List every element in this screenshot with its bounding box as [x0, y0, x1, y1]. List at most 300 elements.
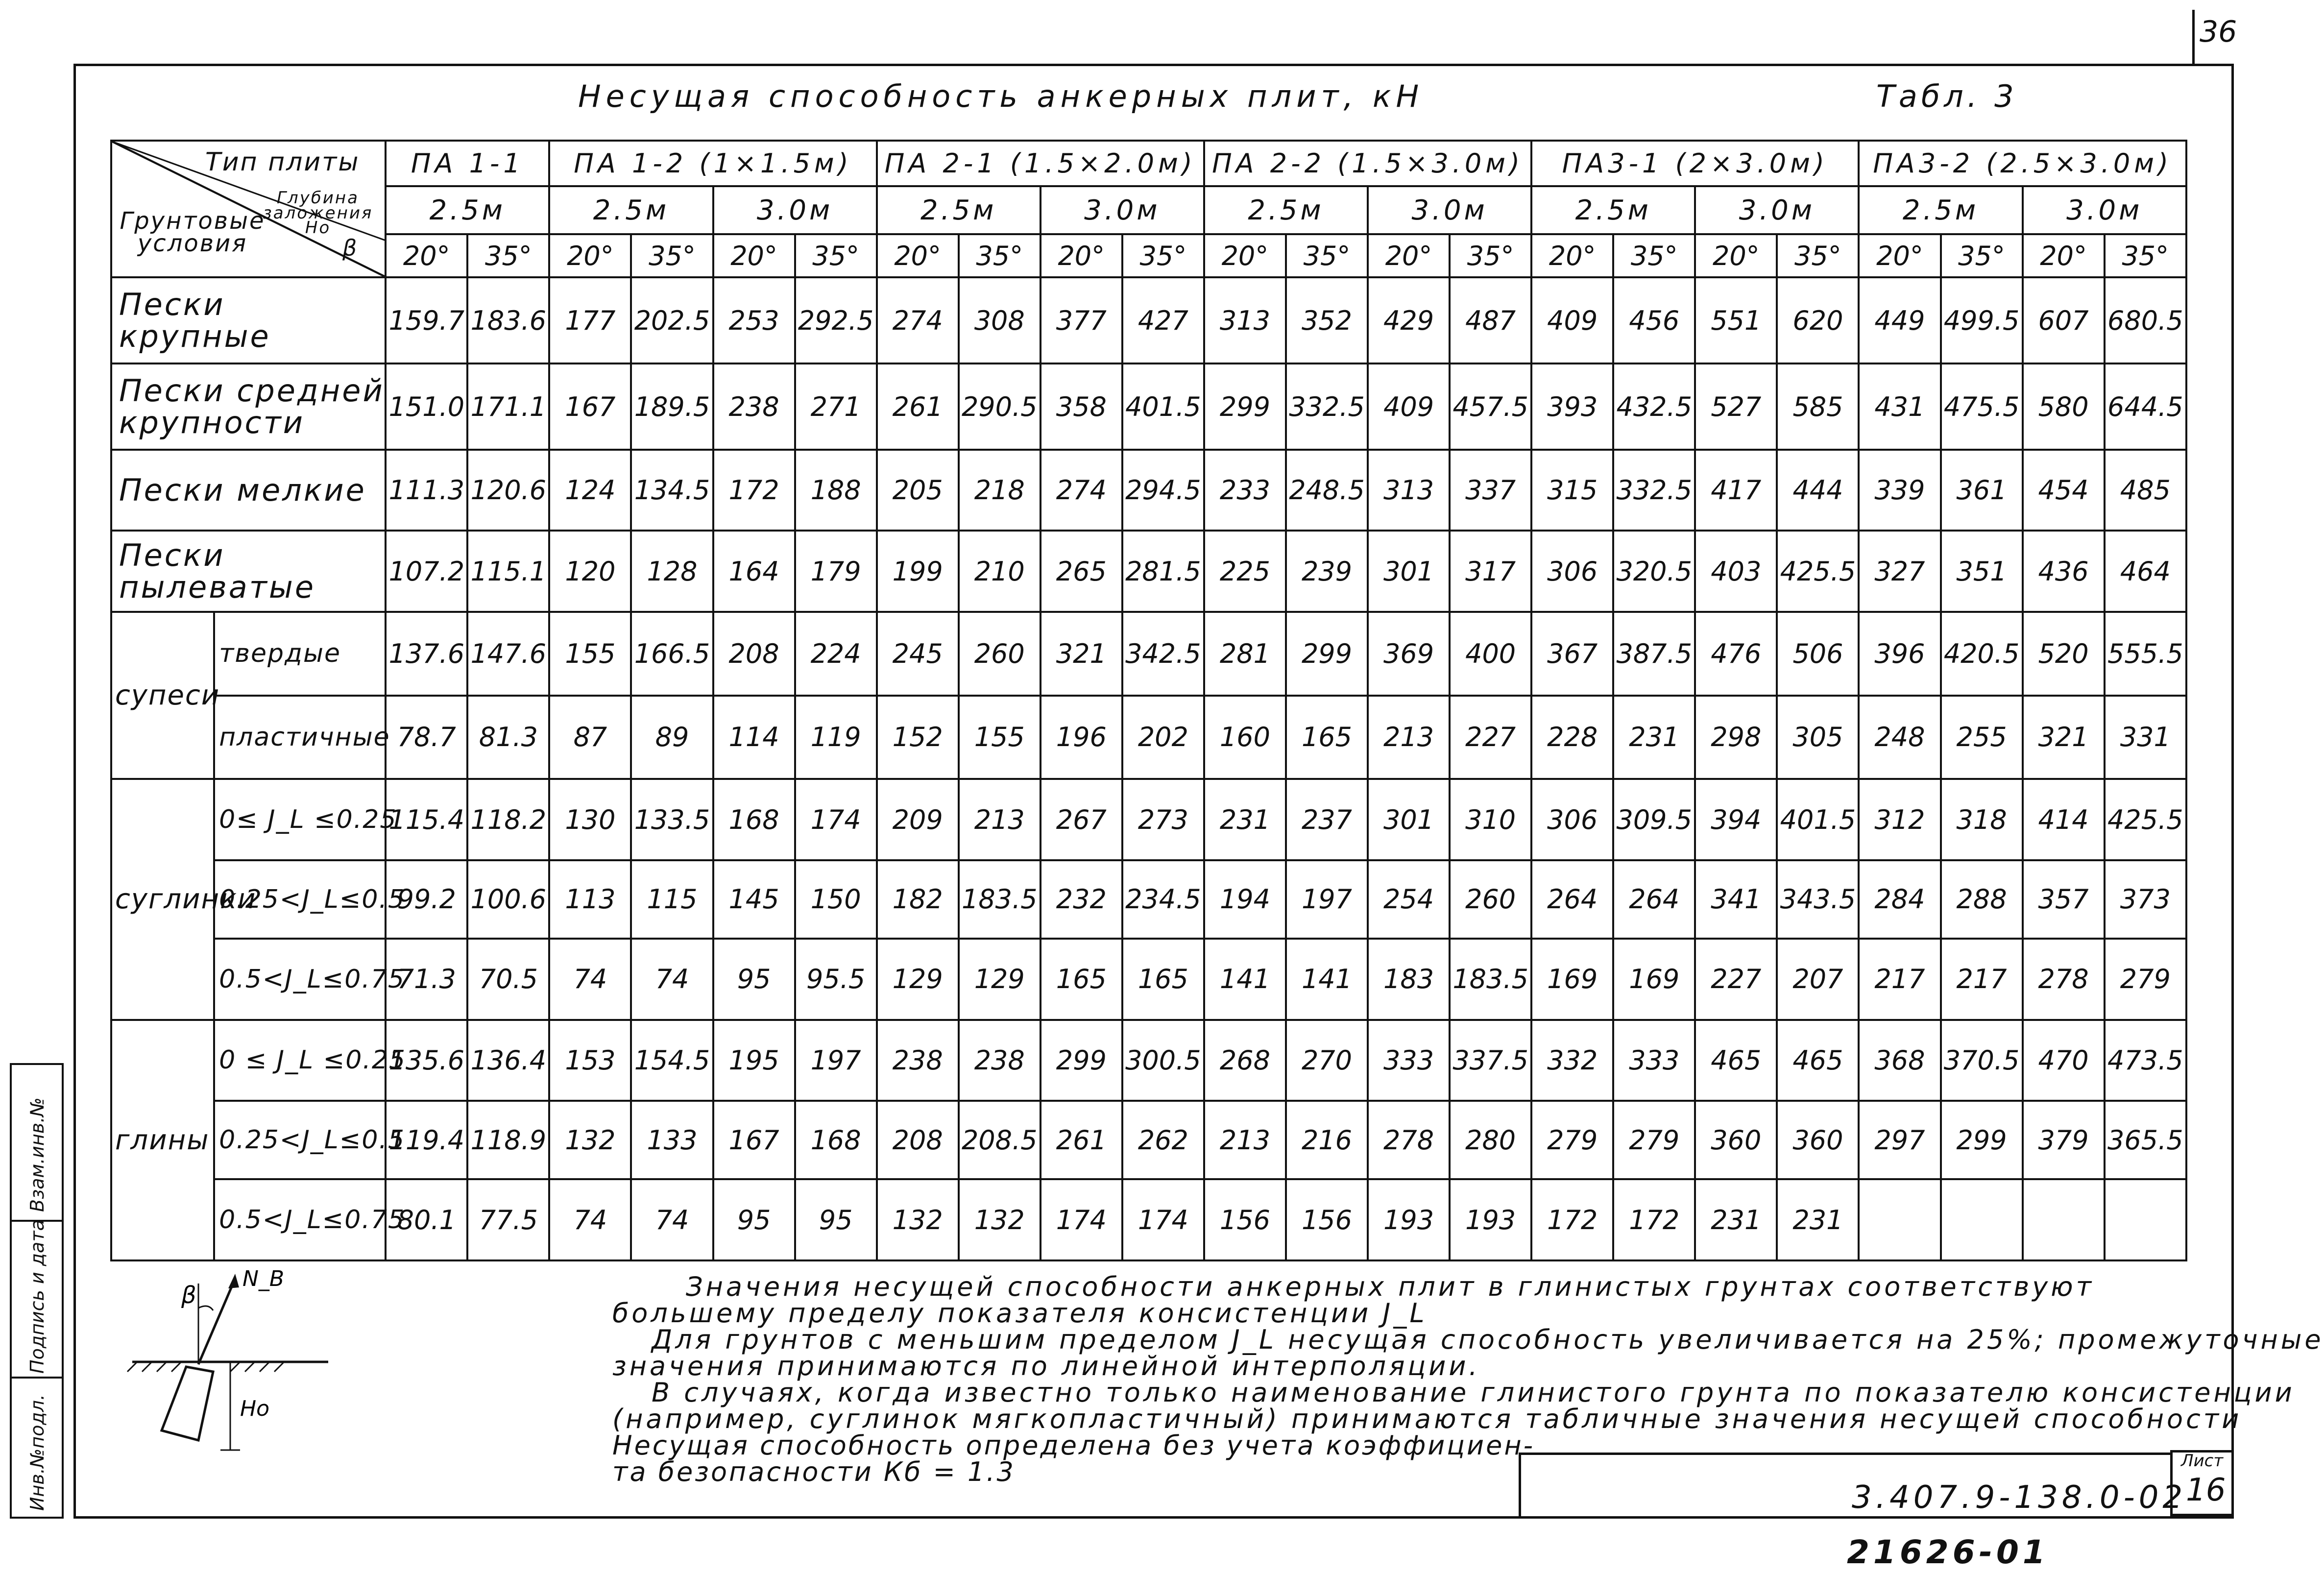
- capacity-value: 231: [1695, 1179, 1777, 1260]
- capacity-value: 183.6: [467, 277, 549, 363]
- angle-header: 35°: [795, 234, 877, 277]
- angle-header: 20°: [1041, 234, 1122, 277]
- angle-header: 35°: [1286, 234, 1368, 277]
- capacity-value: 456: [1613, 277, 1695, 363]
- capacity-value: 368: [1859, 1020, 1940, 1101]
- capacity-value: 271: [795, 363, 877, 450]
- header-depth-label: Глубина заложения Но: [263, 188, 373, 238]
- capacity-value: 151.0: [386, 363, 467, 450]
- capacity-value: 279: [2105, 939, 2186, 1020]
- capacity-value: 449: [1859, 277, 1940, 363]
- capacity-value: 210: [959, 531, 1041, 612]
- angle-header: 35°: [1613, 234, 1695, 277]
- capacity-value: 332.5: [1613, 450, 1695, 531]
- table-row: [111, 939, 2186, 1020]
- capacity-value: 331: [2105, 696, 2186, 779]
- capacity-value: 174: [795, 779, 877, 860]
- capacity-value: 133.5: [631, 779, 713, 860]
- capacity-value: 100.6: [467, 860, 549, 939]
- force-label: N_B: [242, 1266, 285, 1291]
- capacity-value: 156: [1204, 1179, 1286, 1260]
- capacity-value: 262: [1122, 1101, 1204, 1179]
- capacity-value: 172: [1613, 1179, 1695, 1260]
- capacity-value: 337: [1450, 450, 1531, 531]
- sheet-label: Лист: [2181, 1451, 2224, 1471]
- capacity-value: 278: [2023, 939, 2105, 1020]
- capacity-value: 195: [713, 1020, 795, 1101]
- angle-header: 35°: [1122, 234, 1204, 277]
- capacity-value: 164: [713, 531, 795, 612]
- table-label: Табл. 3: [1876, 78, 2018, 114]
- capacity-value: 225: [1204, 531, 1286, 612]
- capacity-value: 202: [1122, 696, 1204, 779]
- capacity-value: 189.5: [631, 363, 713, 450]
- capacity-value: 409: [1368, 363, 1450, 450]
- capacity-value: 429: [1368, 277, 1450, 363]
- capacity-value: 150: [795, 860, 877, 939]
- capacity-value: 87: [549, 696, 631, 779]
- note-line: та безопасности Кб = 1.3: [612, 1456, 1016, 1487]
- depth-header: 2.5м: [1531, 186, 1695, 234]
- plate-type-header: ПА 2-1 (1.5×2.0м): [877, 141, 1204, 186]
- capacity-value: 301: [1368, 779, 1450, 860]
- capacity-value: 260: [959, 612, 1041, 696]
- plate-type-header: ПА 2-2 (1.5×3.0м): [1204, 141, 1531, 186]
- sheet-number: 16: [2186, 1472, 2226, 1508]
- capacity-value: 196: [1041, 696, 1122, 779]
- depth-header: 2.5м: [877, 186, 1041, 234]
- capacity-value: 288: [1941, 860, 2023, 939]
- capacity-value: 321: [2023, 696, 2105, 779]
- capacity-value: 141: [1204, 939, 1286, 1020]
- capacity-value: 310: [1450, 779, 1531, 860]
- capacity-value: 238: [713, 363, 795, 450]
- header-corner-cell: [111, 141, 386, 277]
- capacity-value: 261: [877, 363, 959, 450]
- capacity-value: 485: [2105, 450, 2186, 531]
- capacity-value: 506: [1777, 612, 1859, 696]
- capacity-value: 432.5: [1613, 363, 1695, 450]
- soil-label: Пески мелкие: [111, 450, 386, 531]
- capacity-value: 370.5: [1941, 1020, 2023, 1101]
- capacity-value: 166.5: [631, 612, 713, 696]
- capacity-value: 205: [877, 450, 959, 531]
- capacity-value: 197: [1286, 860, 1368, 939]
- capacity-value: 403: [1695, 531, 1777, 612]
- depth-header: 2.5м: [1204, 186, 1368, 234]
- capacity-value: 89: [631, 696, 713, 779]
- capacity-value: 74: [631, 939, 713, 1020]
- capacity-value: 74: [631, 1179, 713, 1260]
- capacity-value: 208.5: [959, 1101, 1041, 1179]
- capacity-value: 341: [1695, 860, 1777, 939]
- capacity-value: 476: [1695, 612, 1777, 696]
- capacity-value: 217: [1941, 939, 2023, 1020]
- table-row: [111, 1179, 2186, 1260]
- capacity-value: 228: [1531, 696, 1613, 779]
- note-line: В случаях, когда известно только наименование глинистого грунта по показателю консистенции: [652, 1377, 2295, 1408]
- capacity-value: 357: [2023, 860, 2105, 939]
- capacity-value: 465: [1777, 1020, 1859, 1101]
- capacity-value: 427: [1122, 277, 1204, 363]
- soil-subtype-label: 0≤ J_L ≤0.25: [214, 779, 386, 860]
- angle-header: 20°: [1859, 234, 1940, 277]
- capacity-value: 473.5: [2105, 1020, 2186, 1101]
- table-row: [111, 779, 2186, 860]
- capacity-value: 527: [1695, 363, 1777, 450]
- capacity-value: 174: [1041, 1179, 1122, 1260]
- capacity-value: 436: [2023, 531, 2105, 612]
- force-arrow: [198, 1279, 235, 1364]
- capacity-value: 420.5: [1941, 612, 2023, 696]
- capacity-value: 332: [1531, 1020, 1613, 1101]
- capacity-value: 238: [959, 1020, 1041, 1101]
- capacity-value: 169: [1613, 939, 1695, 1020]
- capacity-value: 227: [1695, 939, 1777, 1020]
- depth-header: 3.0м: [1695, 186, 1859, 234]
- capacity-value: 152: [877, 696, 959, 779]
- depth-header: 3.0м: [1041, 186, 1204, 234]
- capacity-value: 182: [877, 860, 959, 939]
- capacity-value: 499.5: [1941, 277, 2023, 363]
- capacity-value: 431: [1859, 363, 1940, 450]
- capacity-value: 137.6: [386, 612, 467, 696]
- capacity-value: 145: [713, 860, 795, 939]
- soil-subtype-label: 0.25<J_L≤0.5: [214, 1101, 386, 1179]
- header-row-plates: [111, 141, 2186, 186]
- header-angle-label: β: [342, 235, 359, 261]
- capacity-value: 111.3: [386, 450, 467, 531]
- capacity-value: 265: [1041, 531, 1122, 612]
- capacity-value: 193: [1450, 1179, 1531, 1260]
- capacity-value: 273: [1122, 779, 1204, 860]
- capacity-value: 377: [1041, 277, 1122, 363]
- capacity-value: 177: [549, 277, 631, 363]
- soil-group-label: суглинки: [111, 779, 214, 1019]
- depth-header: 2.5м: [549, 186, 713, 234]
- capacity-value: 361: [1941, 450, 2023, 531]
- capacity-value: 147.6: [467, 612, 549, 696]
- capacity-value: 118.9: [467, 1101, 549, 1179]
- capacity-value: 129: [877, 939, 959, 1020]
- soil-group-label: глины: [111, 1020, 214, 1260]
- capacity-value: 327: [1859, 531, 1940, 612]
- capacity-value: 425.5: [2105, 779, 2186, 860]
- soil-subtype-label: 0.25<J_L≤0.5: [214, 860, 386, 939]
- capacity-value: 475.5: [1941, 363, 2023, 450]
- capacity-value: 313: [1368, 450, 1450, 531]
- angle-header: 35°: [467, 234, 549, 277]
- capacity-value: 231: [1204, 779, 1286, 860]
- depth-header: 2.5м: [1859, 186, 2022, 234]
- capacity-value: 342.5: [1122, 612, 1204, 696]
- capacity-value: 118.2: [467, 779, 549, 860]
- capacity-value: 172: [713, 450, 795, 531]
- soil-group-label: супеси: [111, 612, 214, 779]
- capacity-value: 193: [1368, 1179, 1450, 1260]
- side-cell-replace: [12, 1065, 62, 1222]
- capacity-value: 238: [877, 1020, 959, 1101]
- capacity-value: 339: [1859, 450, 1940, 531]
- capacity-value: 183.5: [959, 860, 1041, 939]
- header-plate-type-label: Тип плиты: [205, 147, 360, 177]
- angle-header: 20°: [1695, 234, 1777, 277]
- capacity-value: 208: [713, 612, 795, 696]
- capacity-value: 124: [549, 450, 631, 531]
- capacity-value: [2023, 1179, 2105, 1260]
- capacity-value: 585: [1777, 363, 1859, 450]
- capacity-value: 183: [1368, 939, 1450, 1020]
- capacity-value: 155: [549, 612, 631, 696]
- capacity-value: 274: [1041, 450, 1122, 531]
- capacity-value: 77.5: [467, 1179, 549, 1260]
- corner-separator: [2192, 10, 2195, 64]
- capacity-value: 444: [1777, 450, 1859, 531]
- table-row: [111, 860, 2186, 939]
- capacity-value: 305: [1777, 696, 1859, 779]
- capacity-value: 317: [1450, 531, 1531, 612]
- soil-subtype-label: твердые: [214, 612, 386, 696]
- capacity-value: 680.5: [2105, 277, 2186, 363]
- capacity-value: [1859, 1179, 1940, 1260]
- capacity-value: 159.7: [386, 277, 467, 363]
- capacity-value: 358: [1041, 363, 1122, 450]
- plate-type-header: ПА 1-2 (1×1.5м): [549, 141, 876, 186]
- capacity-value: 470: [2023, 1020, 2105, 1101]
- capacity-value: 360: [1695, 1101, 1777, 1179]
- capacity-value: 115: [631, 860, 713, 939]
- capacity-value: 300.5: [1122, 1020, 1204, 1101]
- capacity-value: 217: [1859, 939, 1940, 1020]
- capacity-value: 332.5: [1286, 363, 1368, 450]
- soil-label: Пески средней крупности: [111, 363, 386, 450]
- capacity-value: 141: [1286, 939, 1368, 1020]
- capacity-value: 239: [1286, 531, 1368, 612]
- depth-label: Но: [240, 1396, 270, 1421]
- capacity-value: 165: [1122, 939, 1204, 1020]
- capacity-value: 209: [877, 779, 959, 860]
- capacity-value: 129: [959, 939, 1041, 1020]
- soil-label: Пески пылеватые: [111, 531, 386, 612]
- page-number: 36: [2200, 15, 2237, 49]
- capacity-value: 343.5: [1777, 860, 1859, 939]
- capacity-value: 168: [713, 779, 795, 860]
- capacity-value: 393: [1531, 363, 1613, 450]
- soil-subtype-label: 0 ≤ J_L ≤0.25: [214, 1020, 386, 1101]
- depth-header: 2.5м: [386, 186, 549, 234]
- capacity-value: 95: [713, 1179, 795, 1260]
- capacity-value: 169: [1531, 939, 1613, 1020]
- capacity-value: 135.6: [386, 1020, 467, 1101]
- capacity-value: 264: [1613, 860, 1695, 939]
- note-line: значения принимаются по линейной интерполяции.: [612, 1351, 1480, 1381]
- capacity-value: 400: [1450, 612, 1531, 696]
- capacity-value: 248.5: [1286, 450, 1368, 531]
- capacity-value: 99.2: [386, 860, 467, 939]
- capacity-value: 373: [2105, 860, 2186, 939]
- capacity-value: 197: [795, 1020, 877, 1101]
- capacity-value: 369: [1368, 612, 1450, 696]
- note-line: Для грунтов с меньшим пределом J_L несущая способность увеличивается на 25%; промежуточные: [652, 1324, 2324, 1355]
- capacity-value: 394: [1695, 779, 1777, 860]
- capacity-value: 401.5: [1777, 779, 1859, 860]
- capacity-value: 199: [877, 531, 959, 612]
- capacity-value: 457.5: [1450, 363, 1531, 450]
- capacity-value: 520: [2023, 612, 2105, 696]
- angle-header: 35°: [959, 234, 1041, 277]
- soil-subtype-label: пластичные: [214, 696, 386, 779]
- table-row: [111, 277, 2186, 363]
- capacity-value: 279: [1531, 1101, 1613, 1179]
- capacity-value: 299: [1204, 363, 1286, 450]
- capacity-value: 281: [1204, 612, 1286, 696]
- capacity-value: 318: [1941, 779, 2023, 860]
- capacity-value: 95.5: [795, 939, 877, 1020]
- angle-header: 35°: [1941, 234, 2023, 277]
- depth-header: 3.0м: [713, 186, 877, 234]
- capacity-value: 301: [1368, 531, 1450, 612]
- table-row: [111, 612, 2186, 696]
- capacity-value: 580: [2023, 363, 2105, 450]
- capacity-value: 165: [1286, 696, 1368, 779]
- capacity-value: 188: [795, 450, 877, 531]
- capacity-value: 294.5: [1122, 450, 1204, 531]
- capacity-value: 95: [713, 939, 795, 1020]
- capacity-value: 253: [713, 277, 795, 363]
- capacity-value: 80.1: [386, 1179, 467, 1260]
- capacity-value: [1941, 1179, 2023, 1260]
- bearing-capacity-table: [110, 140, 2187, 1261]
- capacity-value: 312: [1859, 779, 1940, 860]
- capacity-value: 130: [549, 779, 631, 860]
- capacity-value: 309.5: [1613, 779, 1695, 860]
- capacity-value: 607: [2023, 277, 2105, 363]
- sheet-code: 3.407.9-138.0-02: [1852, 1479, 2187, 1516]
- capacity-value: 555.5: [2105, 612, 2186, 696]
- capacity-value: 292.5: [795, 277, 877, 363]
- anchor-plate-diagram: [113, 1254, 338, 1460]
- capacity-value: 320.5: [1613, 531, 1695, 612]
- capacity-value: 74: [549, 1179, 631, 1260]
- capacity-value: 132: [877, 1179, 959, 1260]
- capacity-value: 270: [1286, 1020, 1368, 1101]
- capacity-value: 280: [1450, 1101, 1531, 1179]
- capacity-value: 194: [1204, 860, 1286, 939]
- capacity-value: 224: [795, 612, 877, 696]
- capacity-value: 299: [1941, 1101, 2023, 1179]
- capacity-value: 78.7: [386, 696, 467, 779]
- capacity-value: 245: [877, 612, 959, 696]
- capacity-value: 208: [877, 1101, 959, 1179]
- angle-header: 35°: [631, 234, 713, 277]
- capacity-value: 367: [1531, 612, 1613, 696]
- side-cell-signature: [12, 1219, 62, 1379]
- capacity-value: 113: [549, 860, 631, 939]
- capacity-value: 278: [1368, 1101, 1450, 1179]
- capacity-value: 202.5: [631, 277, 713, 363]
- page-title: Несущая способность анкерных плит, кН: [578, 78, 1424, 114]
- angle-header: 20°: [549, 234, 631, 277]
- note-line: Значения несущей способности анкерных плит в глинистых грунтах соответствуют: [686, 1271, 2095, 1302]
- capacity-value: 119.4: [386, 1101, 467, 1179]
- capacity-value: 454: [2023, 450, 2105, 531]
- capacity-value: 306: [1531, 531, 1613, 612]
- side-stamp-strip: [10, 1063, 64, 1519]
- capacity-value: 401.5: [1122, 363, 1204, 450]
- table-row: [111, 1101, 2186, 1179]
- table-row: [111, 531, 2186, 612]
- capacity-value: 284: [1859, 860, 1940, 939]
- capacity-value: 297: [1859, 1101, 1940, 1179]
- side-cell-inventory: [12, 1379, 62, 1517]
- side-text-replace: Взам.инв.№: [26, 1097, 48, 1212]
- capacity-value: 183.5: [1450, 939, 1531, 1020]
- capacity-value: 74: [549, 939, 631, 1020]
- note-line: Несущая способность определена без учета коэффициен-: [612, 1430, 1535, 1461]
- capacity-value: 409: [1531, 277, 1613, 363]
- depth-header: 3.0м: [2023, 186, 2186, 234]
- angle-header: 20°: [1368, 234, 1450, 277]
- table-row: [111, 1020, 2186, 1101]
- capacity-value: 360: [1777, 1101, 1859, 1179]
- capacity-value: 321: [1041, 612, 1122, 696]
- angle-header: 35°: [1777, 234, 1859, 277]
- capacity-value: 417: [1695, 450, 1777, 531]
- capacity-value: 387.5: [1613, 612, 1695, 696]
- angle-header: 20°: [713, 234, 795, 277]
- plate-type-header: ПА3-1 (2×3.0м): [1531, 141, 1859, 186]
- capacity-value: 414: [2023, 779, 2105, 860]
- capacity-value: 171.1: [467, 363, 549, 450]
- capacity-value: 379: [2023, 1101, 2105, 1179]
- capacity-value: 156: [1286, 1179, 1368, 1260]
- capacity-value: 134.5: [631, 450, 713, 531]
- capacity-value: 279: [1613, 1101, 1695, 1179]
- capacity-value: 132: [959, 1179, 1041, 1260]
- capacity-value: 95: [795, 1179, 877, 1260]
- capacity-value: 114: [713, 696, 795, 779]
- table-row: [111, 696, 2186, 779]
- capacity-value: 298: [1695, 696, 1777, 779]
- capacity-value: 254: [1368, 860, 1450, 939]
- capacity-value: 165: [1041, 939, 1122, 1020]
- capacity-value: 81.3: [467, 696, 549, 779]
- capacity-value: 232: [1041, 860, 1122, 939]
- angle-header: 35°: [2105, 234, 2186, 277]
- capacity-value: 120.6: [467, 450, 549, 531]
- capacity-value: 160: [1204, 696, 1286, 779]
- capacity-value: 120: [549, 531, 631, 612]
- depth-header: 3.0м: [1368, 186, 1531, 234]
- note-line: большему пределу показателя консистенции J_L: [612, 1298, 1428, 1329]
- angle-header: 35°: [1450, 234, 1531, 277]
- note-line: (например, суглинок мягкопластичный) принимаются табличные значения несущей способности: [612, 1404, 2242, 1434]
- capacity-value: 281.5: [1122, 531, 1204, 612]
- capacity-value: 620: [1777, 277, 1859, 363]
- header-soil-label: Грунтовые условия: [120, 207, 266, 257]
- angle-header: 20°: [1531, 234, 1613, 277]
- anchor-plate: [162, 1367, 213, 1440]
- plate-type-header: ПА 1-1: [386, 141, 549, 186]
- capacity-value: 274: [877, 277, 959, 363]
- capacity-value: 333: [1368, 1020, 1450, 1101]
- capacity-value: 264: [1531, 860, 1613, 939]
- capacity-value: 308: [959, 277, 1041, 363]
- angle-label: β: [181, 1282, 196, 1309]
- side-text-signature: Подпись и дата: [26, 1219, 48, 1374]
- capacity-value: 299: [1286, 612, 1368, 696]
- capacity-value: [2105, 1179, 2186, 1260]
